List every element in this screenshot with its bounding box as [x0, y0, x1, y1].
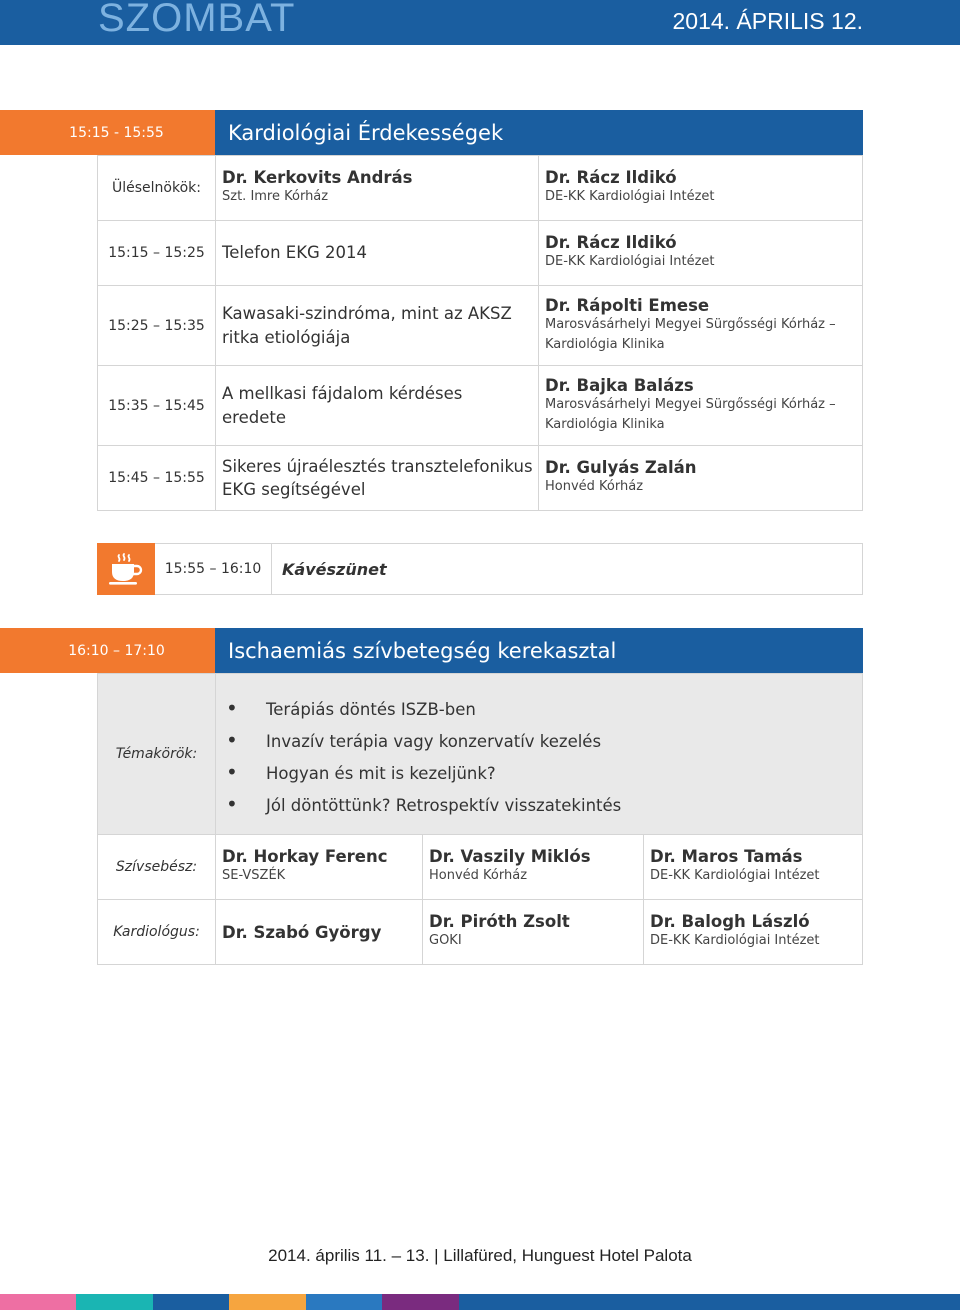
day-title: SZOMBAT — [98, 0, 296, 40]
surgeons-row — [97, 834, 863, 900]
color-stripes — [0, 1294, 960, 1310]
person-affiliation: DE-KK Kardiológiai Intézet — [545, 189, 715, 205]
panel-person — [216, 835, 422, 899]
person-name: Dr. Szabó György — [222, 922, 382, 942]
talk-speaker — [539, 446, 862, 510]
talk-row — [97, 365, 863, 446]
chairs-row — [97, 155, 863, 221]
person-affiliation: Marosvásárhelyi Megyei Sürgősségi Kórház – Kardiológia Klinika — [545, 396, 836, 432]
stripe — [0, 1294, 76, 1310]
panel-person — [216, 900, 422, 964]
person-name: Dr. Rápolti Emese — [545, 295, 710, 315]
break-time: 15:55 – 16:10 — [155, 544, 272, 594]
talk-title: Sikeres újraélesztés transztelefonikus EKG segítségével — [222, 456, 533, 499]
talk-time: 15:35 – 15:45 — [108, 397, 205, 414]
person-affiliation: GOKI — [429, 933, 462, 949]
coffee-break-row — [97, 543, 863, 595]
person-name: Dr. Vaszily Miklós — [429, 847, 591, 867]
section-title: Ischaemiás szívbetegség kerekasztal — [215, 628, 863, 673]
topics-label: Témakörök: — [115, 746, 198, 762]
talk-row — [97, 285, 863, 366]
section-time: 15:15 - 15:55 — [0, 110, 215, 155]
talk-speaker — [539, 286, 862, 365]
person-name: Dr. Kerkovits András — [222, 168, 413, 188]
stripe — [76, 1294, 153, 1310]
person-name: Dr. Horkay Ferenc — [222, 847, 388, 867]
list-item: • Terápiás döntés ISZB-ben — [226, 694, 621, 726]
person-name: Dr. Balogh László — [650, 912, 810, 932]
chairs-label: Üléselnökök: — [112, 180, 201, 196]
chair-person — [216, 156, 538, 220]
stripe — [153, 1294, 229, 1310]
header-date: 2014. ÁPRILIS 12. — [672, 8, 863, 34]
talk-speaker — [539, 366, 862, 445]
person-name: Dr. Rácz Ildikó — [545, 233, 677, 253]
stripe — [382, 1294, 459, 1310]
panel-person — [644, 900, 862, 964]
coffee-cup-icon — [97, 543, 155, 595]
section-bar — [0, 628, 863, 673]
talk-row — [97, 445, 863, 511]
list-item: • Jól döntöttünk? Retrospektív visszatekintés — [226, 790, 621, 822]
person-name: Dr. Bajka Balázs — [545, 375, 694, 395]
topics-box — [97, 673, 863, 835]
list-item: • Invazív terápia vagy konzervatív kezelés — [226, 726, 621, 758]
talk-time: 15:45 – 15:55 — [108, 470, 205, 486]
cardiologists-label: Kardiológus: — [113, 924, 200, 940]
panel-person — [423, 900, 643, 964]
break-title: Kávészünet — [282, 559, 387, 579]
person-name: Dr. Maros Tamás — [650, 847, 803, 867]
person-affiliation: Honvéd Kórház — [429, 868, 528, 884]
stripe — [306, 1294, 382, 1310]
surgeons-label: Szívsebész: — [115, 859, 198, 875]
footer-text: 2014. április 11. – 13. | Lillafüred, Hunguest Hotel Palota — [268, 1246, 692, 1265]
talk-title: Kawasaki-szindróma, mint az AKSZ ritka etiológiája — [222, 303, 512, 347]
section-bar — [0, 110, 863, 155]
talk-title: A mellkasi fájdalom kérdéses eredete — [222, 383, 463, 427]
page-header — [0, 0, 960, 45]
stripe — [459, 1294, 960, 1310]
talk-speaker — [539, 221, 862, 285]
section-time: 16:10 – 17:10 — [0, 628, 215, 673]
person-affiliation: Szt. Imre Kórház — [222, 189, 329, 205]
panel-person — [423, 835, 643, 899]
person-affiliation: DE-KK Kardiológiai Intézet — [650, 933, 820, 949]
person-affiliation: DE-KK Kardiológiai Intézet — [545, 254, 715, 270]
person-name: Dr. Piróth Zsolt — [429, 912, 570, 932]
section-title: Kardiológiai Érdekességek — [215, 110, 863, 155]
chair-person — [539, 156, 862, 220]
talk-row — [97, 220, 863, 286]
stripe — [229, 1294, 306, 1310]
panel-person — [644, 835, 862, 899]
person-name: Dr. Gulyás Zalán — [545, 458, 697, 478]
talk-time: 15:15 – 15:25 — [108, 245, 205, 261]
person-affiliation: Marosvásárhelyi Megyei Sürgősségi Kórház – Kardiológia Klinika — [545, 316, 836, 352]
person-name: Dr. Rácz Ildikó — [545, 168, 677, 188]
topics-list — [226, 694, 621, 822]
person-affiliation: SE-VSZÉK — [222, 868, 286, 884]
person-affiliation: DE-KK Kardiológiai Intézet — [650, 868, 820, 884]
list-item: • Hogyan és mit is kezeljünk? — [226, 758, 621, 790]
cardiologists-row — [97, 899, 863, 965]
talk-title: Telefon EKG 2014 — [222, 243, 368, 263]
talk-time: 15:25 – 15:35 — [108, 317, 205, 334]
person-affiliation: Honvéd Kórház — [545, 479, 644, 495]
